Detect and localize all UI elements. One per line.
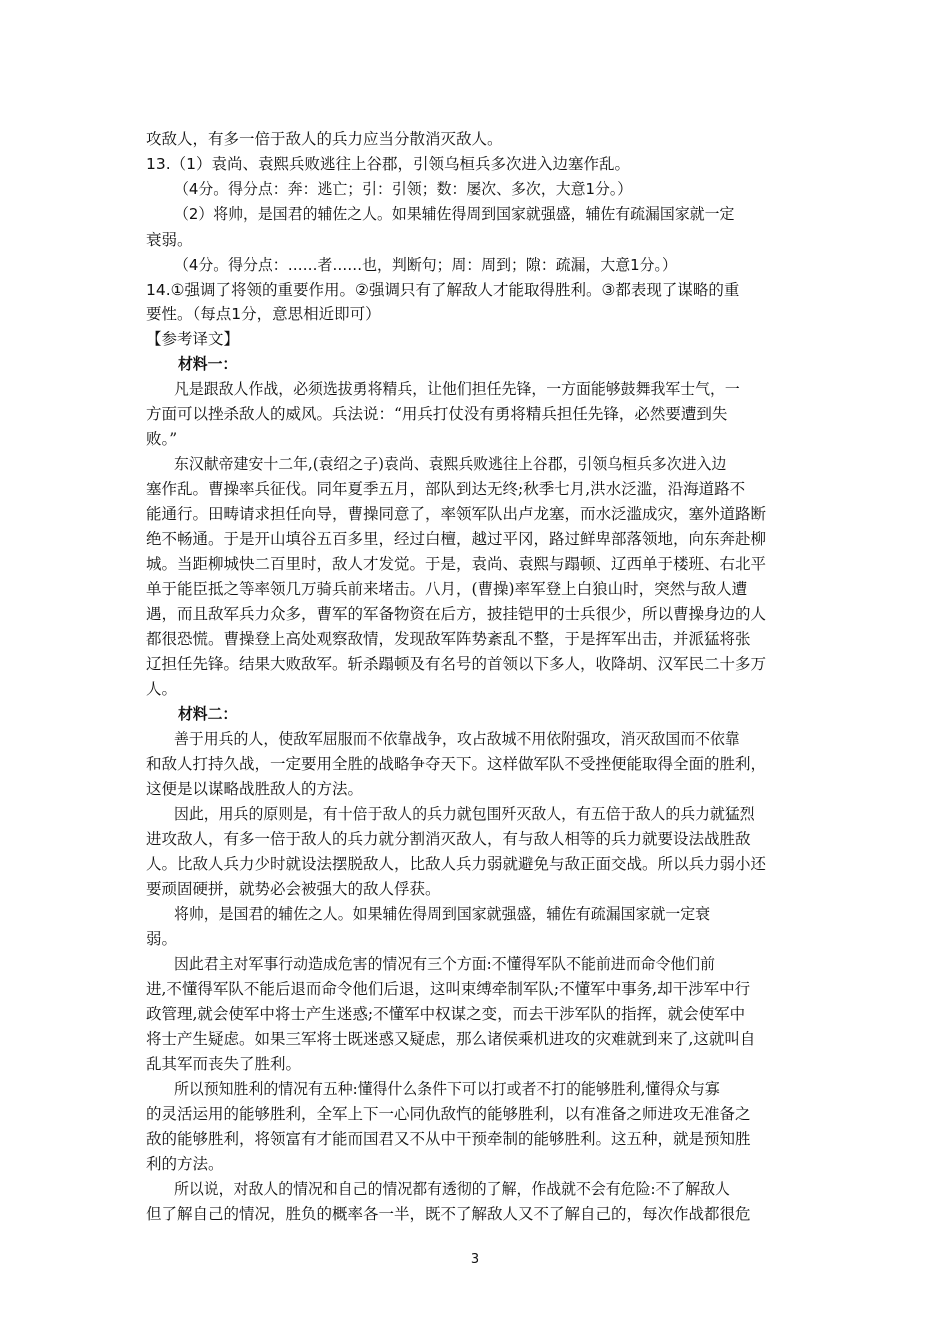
paragraph-line: 人。 xyxy=(146,680,178,698)
scoring-note: （4分。得分点：奔：逃亡；引：引领；数：屡次、多次，大意1分。） xyxy=(174,180,633,198)
paragraph-line: 这便是以谋略战胜敌人的方法。 xyxy=(146,780,364,798)
paragraph-line: 因此，用兵的原则是，有十倍于敌人的兵力就包围歼灭敌人，有五倍于敌人的兵力就猛烈 xyxy=(174,805,755,823)
material-1-heading: 材料一： xyxy=(178,355,238,373)
paragraph-line: 进攻敌人，有多一倍于敌人的兵力就分割消灭敌人，有与敌人相等的兵力就要设法战胜敌 xyxy=(146,830,751,848)
paragraph-line: 的灵活运用的能够胜利，全军上下一心同仇敌忾的能够胜利，以有准备之师进攻无准备之 xyxy=(146,1105,751,1123)
paragraph-line: 利的方法。 xyxy=(146,1155,224,1173)
answer-line: 要性。（每点1分，意思相近即可） xyxy=(146,305,381,323)
paragraph-line: 能通行。田畴请求担任向导，曹操同意了，率领军队出卢龙塞，而水泛滥成灾，塞外道路断 xyxy=(146,505,767,523)
paragraph-line: 绝不畅通。于是开山填谷五百多里，经过白檀，越过平冈，路过鲜卑部落领地，向东奔赴柳 xyxy=(146,530,767,548)
paragraph-line: 弱。 xyxy=(146,930,178,948)
paragraph-line: 和敌人打持久战，一定要用全胜的战略争夺天下。这样做军队不受挫便能取得全面的胜利， xyxy=(146,755,767,773)
paragraph-line: 所以预知胜利的情况有五种:懂得什么条件下可以打或者不打的能够胜利,懂得众与寡 xyxy=(174,1080,720,1098)
paragraph-line: 败。” xyxy=(146,430,178,448)
answer-line: 衰弱。 xyxy=(146,231,193,249)
paragraph-line: 因此君主对军事行动造成危害的情况有三个方面:不懂得军队不能前进而命令他们前 xyxy=(174,955,716,973)
paragraph-line: 东汉献帝建安十二年,(袁绍之子)袁尚、袁熙兵败逃往上谷郡，引领乌桓兵多次进入边 xyxy=(174,455,727,473)
paragraph-line: 人。比敌人兵力少时就设法摆脱敌人，比敌人兵力弱就避免与敌正面交战。所以兵力弱小还 xyxy=(146,855,767,873)
paragraph-line: 将帅，是国君的辅佐之人。如果辅佐得周到国家就强盛，辅佐有疏漏国家就一定衰 xyxy=(174,905,711,923)
material-2-heading: 材料二： xyxy=(178,705,238,723)
paragraph-line: 塞作乱。曹操率兵征伐。同年夏季五月，部队到达无终;秋季七月,洪水泛滥，沿海道路不 xyxy=(146,480,746,498)
paragraph-line: 政管理,就会使军中将士产生迷惑;不懂军中权谋之变，而去干涉军队的指挥，就会使军中 xyxy=(146,1005,746,1023)
paragraph-line: 单于能臣抵之等率领几万骑兵前来堵击。八月，(曹操)率军登上白狼山时，突然与敌人遭 xyxy=(146,580,748,598)
paragraph-line: 城。当距柳城快二百里时，敌人才发觉。于是，袁尚、袁熙与蹋顿、辽西单于楼班、右北平 xyxy=(146,555,767,573)
paragraph-line: 所以说，对敌人的情况和自己的情况都有透彻的了解，作战就不会有危险:不了解敌人 xyxy=(174,1180,730,1198)
paragraph-line: 善于用兵的人，使敌军屈服而不依靠战争，攻占敌城不用依附强攻，消灭敌国而不依靠 xyxy=(174,730,740,748)
paragraph-line: 都很恐慌。曹操登上高处观察敌情，发现敌军阵势紊乱不整，于是挥军出击，并派猛将张 xyxy=(146,630,751,648)
paragraph-line: 敌的能够胜利，将领富有才能而国君又不从中干预牵制的能够胜利。这五种，就是预知胜 xyxy=(146,1130,751,1148)
paragraph-line: 方面可以挫杀敌人的威风。兵法说：“用兵打仗没有勇将精兵担任先锋，必然要遭到失 xyxy=(146,405,728,423)
paragraph-line: 遇，而且敌军兵力众多，曹军的军备物资在后方，披挂铠甲的士兵很少，所以曹操身边的人 xyxy=(146,605,767,623)
paragraph-line: 将士产生疑虑。如果三军将士既迷惑又疑虑，那么诸侯乘机进攻的灾难就到来了,这就叫自 xyxy=(146,1030,756,1048)
paragraph-line: 辽担任先锋。结果大败敌军。斩杀蹋顿及有名号的首领以下多人，收降胡、汉军民二十多万 xyxy=(146,655,767,673)
paragraph-line: 进,不懂得军队不能后退而命令他们后退，这叫束缚牵制军队;不懂军中事务,却干涉军中行 xyxy=(146,980,751,998)
paragraph-line: 但了解自己的情况，胜负的概率各一半，既不了解敌人又不了解自己的，每次作战都很危 xyxy=(146,1205,751,1223)
answer-14: 14.①强调了将领的重要作用。②强调只有了解敌人才能取得胜利。③都表现了谋略的重 xyxy=(146,281,740,299)
answer-13-2: （2）将帅，是国君的辅佐之人。如果辅佐得周到国家就强盛，辅佐有疏漏国家就一定 xyxy=(174,205,735,223)
paragraph-line: 凡是跟敌人作战，必须选拔勇将精兵，让他们担任先锋，一方面能够鼓舞我军士气，一 xyxy=(174,380,740,398)
answer-line: 攻敌人，有多一倍于敌人的兵力应当分散消灭敌人。 xyxy=(146,130,503,148)
scoring-note: （4分。得分点：……者……也，判断句；周：周到；隙：疏漏，大意1分。） xyxy=(174,256,677,274)
section-title-translation: 【参考译文】 xyxy=(146,330,240,348)
paragraph-line: 要顽固硬拼，就势必会被强大的敌人俘获。 xyxy=(146,880,441,898)
answer-13-1: 13.（1）袁尚、袁熙兵败逃往上谷郡，引领乌桓兵多次进入边塞作乱。 xyxy=(146,155,631,173)
paragraph-line: 乱其军而丧失了胜利。 xyxy=(146,1055,302,1073)
page-number: 3 xyxy=(470,1252,480,1267)
